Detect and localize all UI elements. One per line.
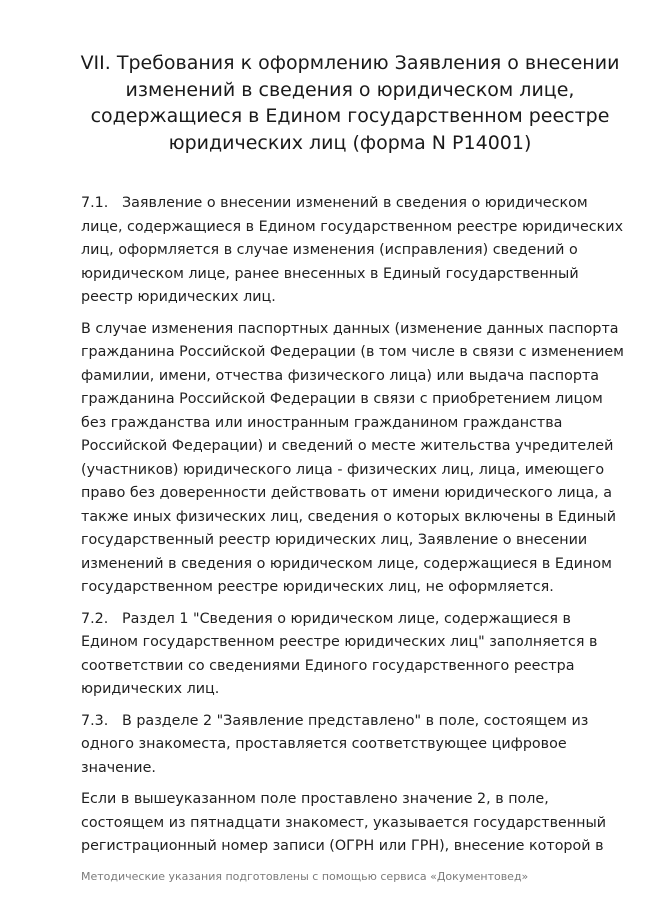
text-line: право без доверенности действовать от имени юридического лица, а — [81, 485, 612, 501]
paragraph-7-1 — [81, 192, 641, 310]
text-line: 7.3. В разделе 2 "Заявление представлено" в поле, состоящем из — [81, 710, 641, 734]
text-line: одного знакоместа, проставляется соответствующее цифровое — [81, 736, 567, 752]
text-line: 7.2. Раздел 1 "Сведения о юридическом лице, содержащиеся в — [81, 608, 641, 632]
text-line: состоящем из пятнадцати знакомест, указывается государственный — [81, 814, 607, 831]
text-line: В случае изменения паспортных данных (изменение данных паспорта — [81, 320, 619, 337]
text-line: регистрационный номер записи (ОГРН или ГРН), внесение которой в — [81, 838, 604, 854]
text-line: 7.1. Заявление о внесении изменений в сведения о юридическом — [81, 192, 641, 216]
text-line: изменений в сведения о юридическом лице, содержащиеся в Едином — [81, 555, 612, 572]
text-line: без гражданства или иностранным гражданином гражданства — [81, 414, 563, 431]
text-line: гражданина Российской Федерации (в том числе в связи с изменением — [81, 344, 624, 360]
text-line: также иных физических лиц, сведения о которых включены в Единый — [81, 508, 617, 525]
paragraph-passport-exception — [81, 318, 641, 600]
section-title — [60, 50, 640, 156]
text-line: (участников) юридического лица - физических лиц, лица, имеющего — [81, 461, 605, 478]
text-line: государственном реестре юридических лиц, не оформляется. — [81, 579, 554, 595]
page-footer: Методические указания подготовлены с помощью сервиса «Документовед» — [81, 870, 529, 883]
text-line: Едином государственном реестре юридических лиц" заполняется в — [81, 634, 598, 650]
paragraph-7-3 — [81, 710, 641, 781]
text-line: гражданина Российской Федерации в связи с приобретением лицом — [81, 391, 603, 407]
text-line: фамилии, имени, отчества физического лица) или выдача паспорта — [81, 367, 600, 384]
paragraph-number: 7.2. — [81, 610, 109, 627]
text-line: реестр юридических лиц. — [81, 289, 276, 305]
text-line: государственный реестр юридических лиц, Заявление о внесении — [81, 532, 588, 548]
text-line: Российской Федерации) и сведений о месте жительства учредителей — [81, 438, 614, 454]
paragraph-number: 7.3. — [81, 712, 109, 729]
title-line: юридических лиц (форма N Р14001) — [168, 131, 532, 154]
text-line: лиц, оформляется в случае изменения (исправления) сведений о — [81, 242, 578, 258]
paragraph-7-2 — [81, 608, 641, 702]
paragraph-value-2 — [81, 788, 641, 859]
text-line: соответствии со сведениями Единого государственного реестра — [81, 657, 575, 674]
title-line: содержащиеся в Едином государственном реестре — [90, 105, 610, 127]
text-line: юридическом лице, ранее внесенных в Единый государственный — [81, 265, 579, 282]
title-line: изменений в сведения о юридическом лице, — [125, 78, 575, 101]
text-line: Если в вышеуказанном поле проставлено значение 2, в поле, — [81, 791, 549, 807]
text-line: юридических лиц. — [81, 681, 220, 697]
paragraph-number: 7.1. — [81, 195, 109, 211]
document-body — [81, 192, 641, 867]
text-line: значение. — [81, 759, 156, 776]
text-line: лице, содержащиеся в Едином государственном реестре юридических — [81, 218, 624, 235]
title-line: VII. Требования к оформлению Заявления о внесении — [80, 52, 620, 74]
